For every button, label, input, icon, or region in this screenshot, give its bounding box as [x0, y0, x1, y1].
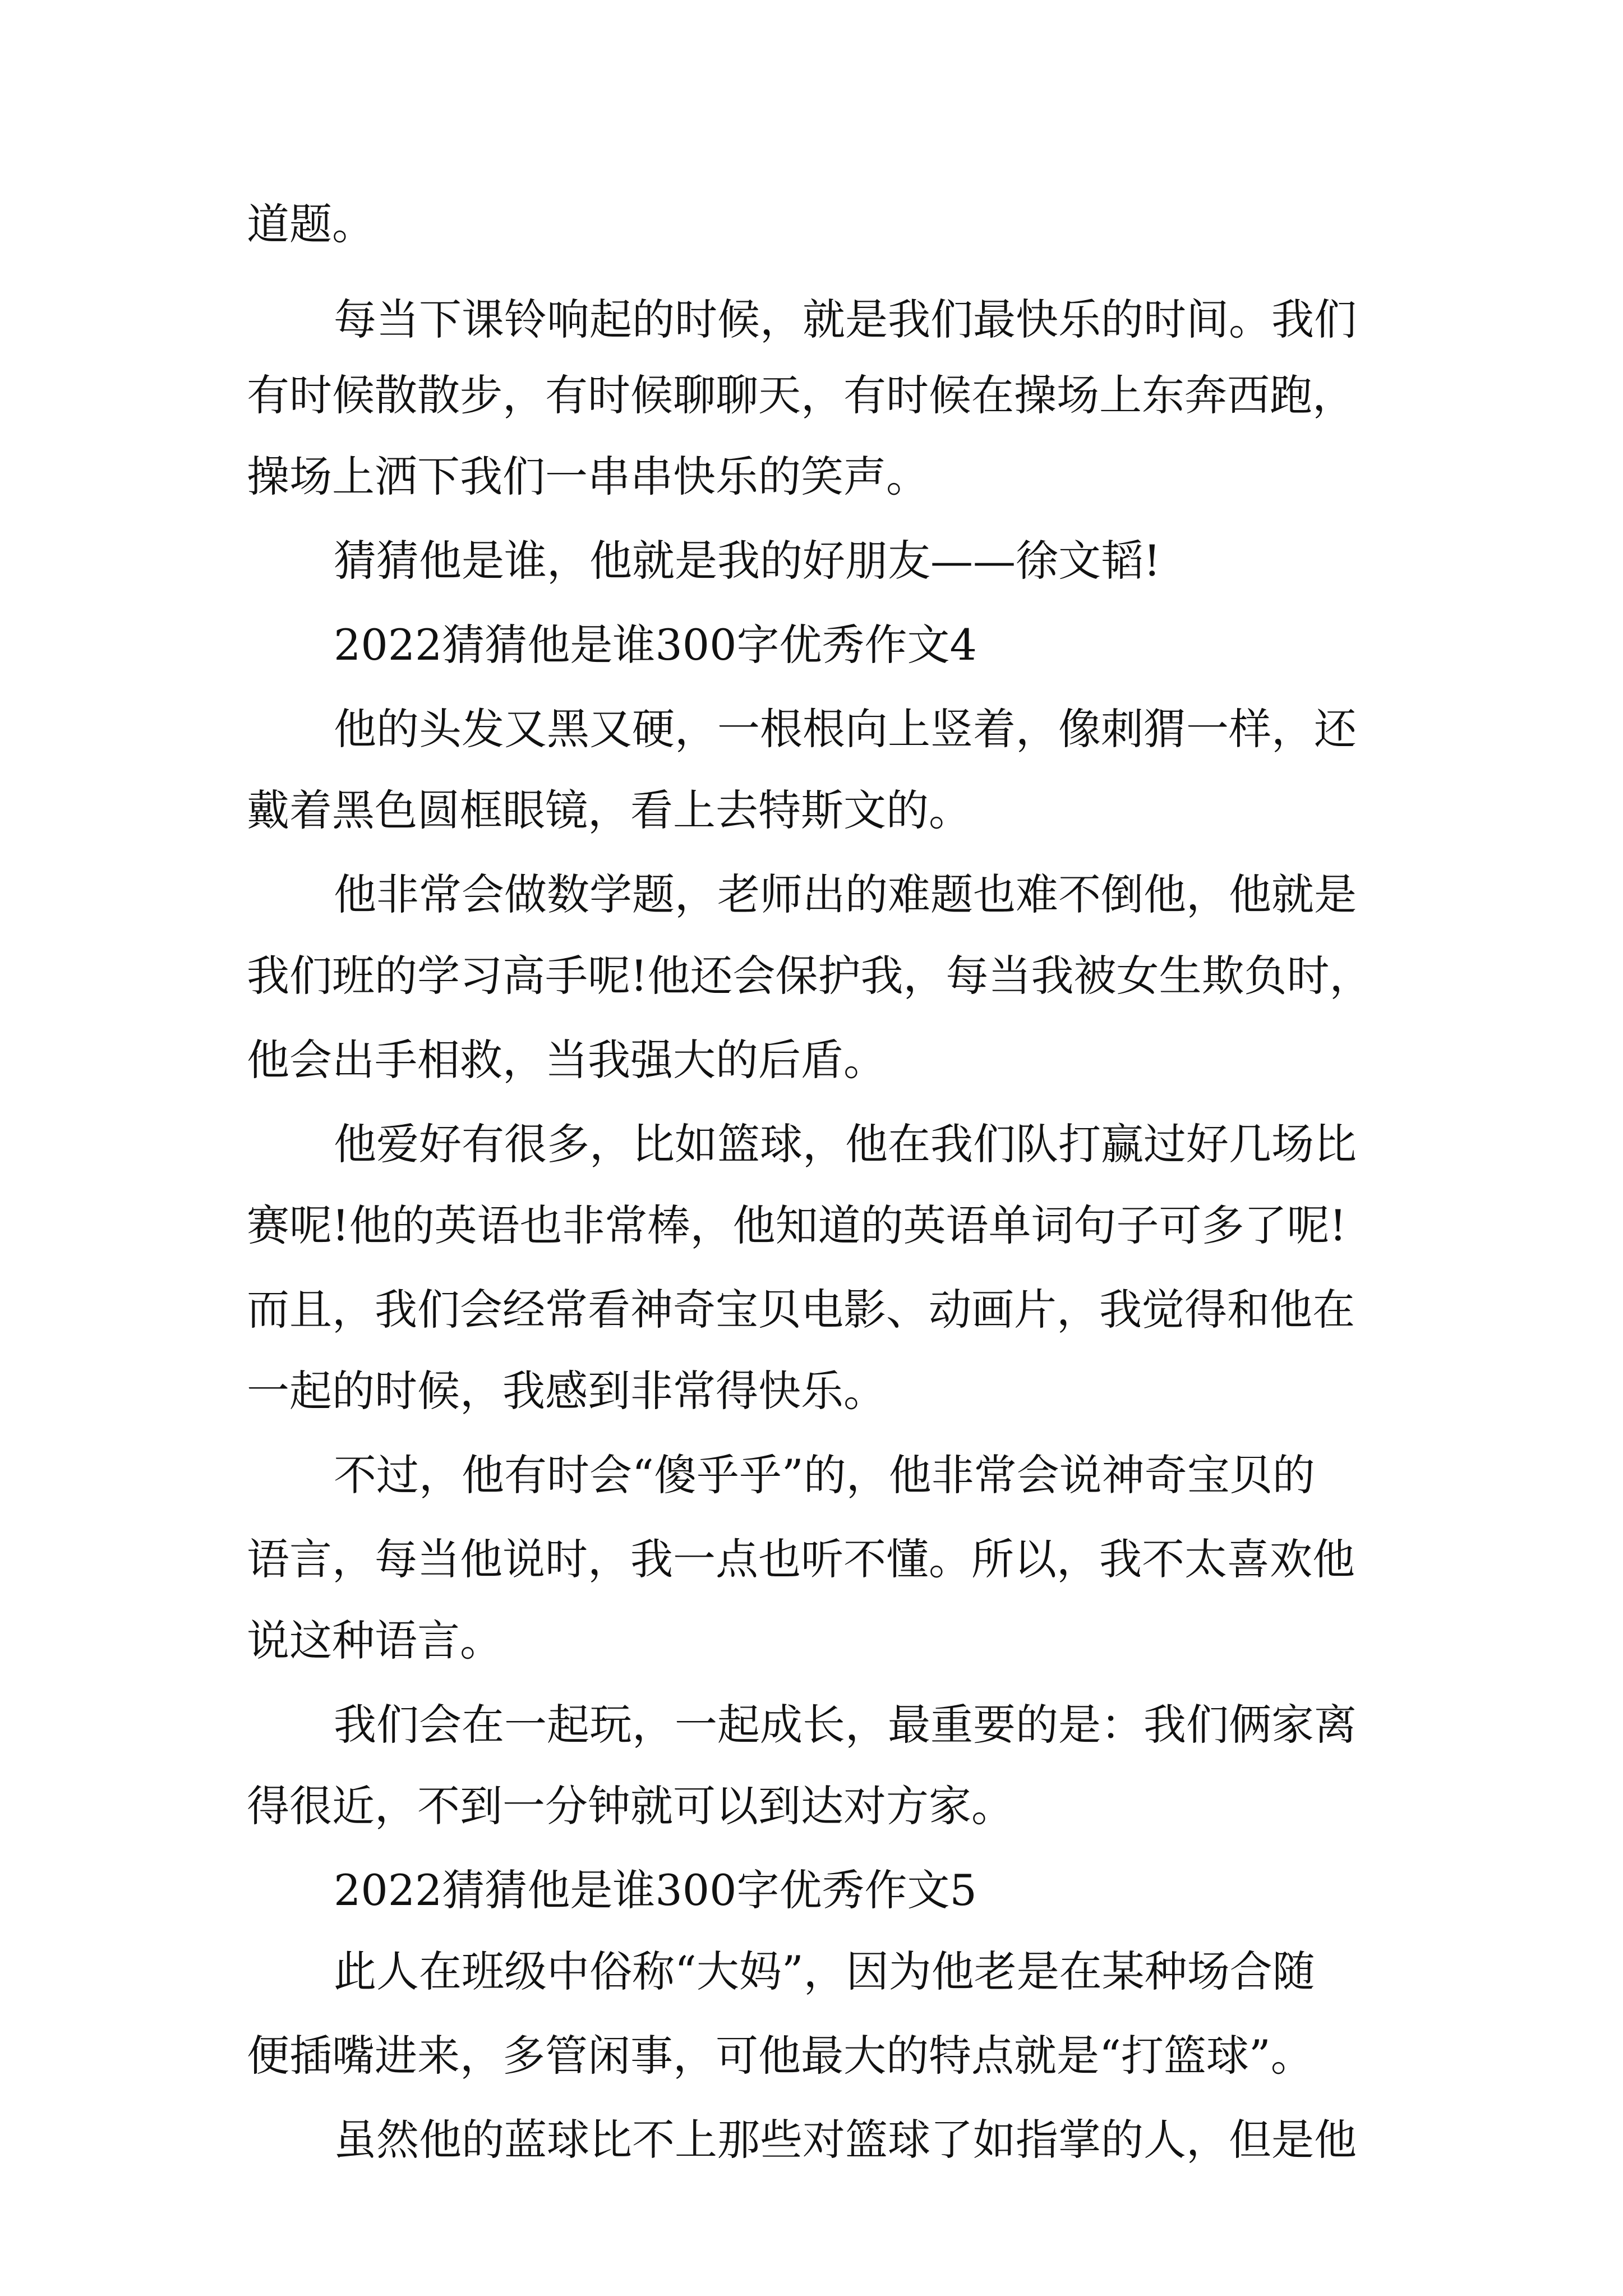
text-line: 他会出手相救，当我强大的后盾。	[247, 1035, 886, 1085]
text-line: 道题。	[247, 199, 375, 249]
paragraph-start-line: 每当下课铃响起的时候，就是我们最快乐的时间。我们	[334, 295, 1357, 344]
text-line: 我们班的学习高手呢!他还会保护我，每当我被女生欺负时，	[247, 951, 1372, 1001]
text-line: 得很近，不到一分钟就可以到达对方家。	[247, 1781, 1014, 1831]
text-line: 一起的时候，我感到非常得快乐。	[247, 1366, 886, 1416]
text-line: 说这种语言。	[247, 1616, 502, 1665]
paragraph-start-line: 此人在班级中俗称“大妈”，因为他老是在某种场合随	[334, 1947, 1315, 1996]
text-line: 而且，我们会经常看神奇宝贝电影、动画片，我觉得和他在	[247, 1285, 1355, 1335]
text-line: 有时候散散步，有时候聊聊天，有时候在操场上东奔西跑，	[247, 370, 1355, 420]
text-line: 操场上洒下我们一串串快乐的笑声。	[247, 452, 929, 501]
paragraph-start-line: 我们会在一起玩，一起成长，最重要的是：我们俩家离	[334, 1700, 1357, 1750]
paragraph-start-line: 他的头发又黑又硬，一根根向上竖着，像刺猬一样，还	[334, 704, 1357, 754]
paragraph-start-line: 不过，他有时会“傻乎乎”的，他非常会说神奇宝贝的	[334, 1450, 1315, 1500]
section-heading: 2022猜猜他是谁300字优秀作文4	[334, 620, 977, 670]
text-line: 便插嘴进来，多管闲事，可他最大的特点就是“打篮球”。	[247, 2031, 1313, 2081]
paragraph-start-line: 他非常会做数学题，老师出的难题也难不倒他，他就是	[334, 869, 1357, 919]
paragraph-start-line: 他爱好有很多，比如篮球，他在我们队打赢过好几场比	[334, 1119, 1357, 1169]
paragraph-start-line: 猜猜他是谁，他就是我的好朋友——徐文韬!	[334, 536, 1161, 586]
section-heading: 2022猜猜他是谁300字优秀作文5	[334, 1865, 977, 1915]
paragraph-start-line: 虽然他的蓝球比不上那些对篮球了如指掌的人，但是他	[334, 2115, 1357, 2165]
text-line: 赛呢!他的英语也非常棒，他知道的英语单词句子可多了呢!	[247, 1200, 1347, 1250]
text-line: 语言，每当他说时，我一点也听不懂。所以，我不太喜欢他	[247, 1534, 1355, 1584]
text-line: 戴着黑色圆框眼镜，看上去特斯文的。	[247, 785, 971, 835]
